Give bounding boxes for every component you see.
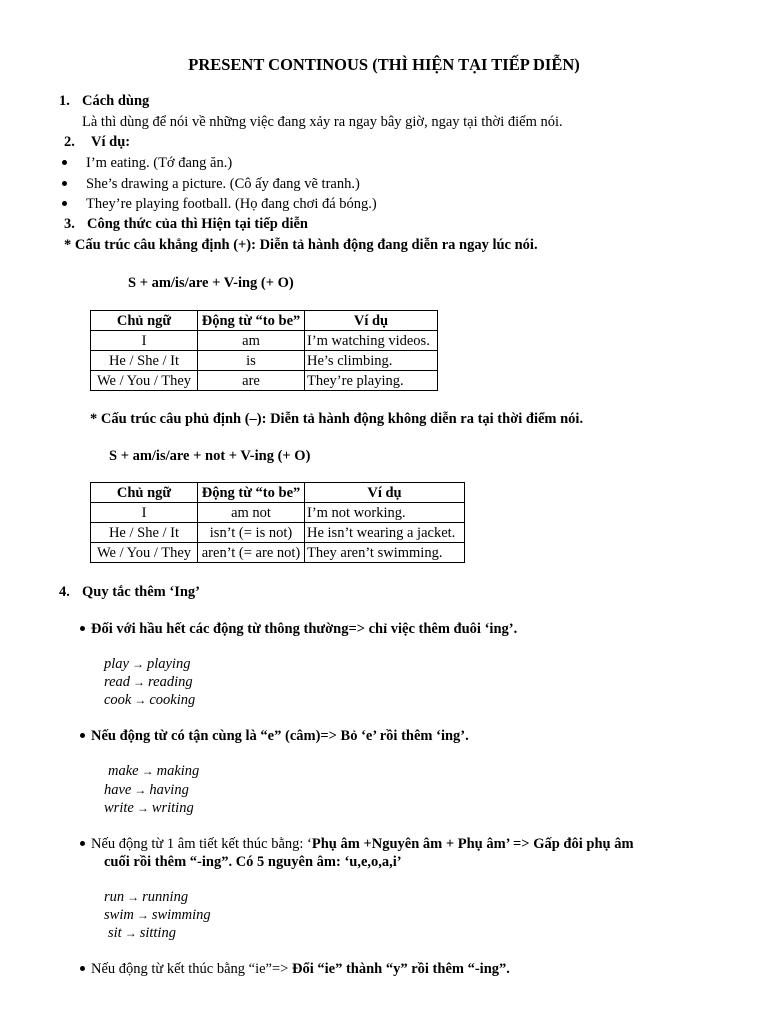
example-pair: [104, 799, 194, 817]
table-cell: We / You / They: [91, 371, 198, 391]
table-cell: is: [198, 351, 305, 371]
affirmative-title: * Cấu trúc câu khẳng định (+): Diễn tả hành động đang diễn ra ngay lúc nói.: [64, 237, 538, 253]
example-pair: [104, 673, 193, 691]
table-row: [91, 331, 438, 351]
page-title: PRESENT CONTINOUS (THÌ HIỆN TẠI TIẾP DIỄN): [188, 55, 580, 74]
section-1-text: Là thì dùng để nói về những việc đang xảy ra ngay bây giờ, ngay tại thời điểm nói.: [82, 114, 563, 130]
example-pair: [108, 924, 176, 942]
table-header-cell: Chủ ngữ: [91, 311, 198, 331]
table-cell: aren’t (= are not): [198, 543, 305, 563]
table-row: [91, 503, 465, 523]
verb-base: sit: [108, 925, 122, 941]
table-cell: I: [91, 331, 198, 351]
section-2-heading: Ví dụ:: [91, 134, 131, 150]
arrow-right-icon: →: [131, 657, 144, 671]
arrow-right-icon: →: [134, 783, 147, 797]
verb-base: read: [104, 674, 131, 690]
example-item: They’re playing football. (Họ đang chơi đá bóng.): [86, 196, 377, 212]
table-row: [91, 543, 465, 563]
verb-base: have: [104, 782, 132, 798]
rule-1-text: Đối với hầu hết các động từ thông thường=> chỉ việc thêm đuôi ‘ing’.: [91, 621, 518, 637]
verb-base: write: [104, 800, 134, 816]
verb-base: swim: [104, 907, 134, 923]
verb-ing: writing: [151, 800, 194, 816]
arrow-right-icon: →: [141, 764, 154, 778]
table-header-row: [91, 483, 465, 503]
table-header-row: [91, 311, 438, 331]
arrow-right-icon: →: [136, 801, 149, 815]
rule-3-part: Phụ âm +Nguyên âm + Phụ âm: [311, 836, 506, 852]
table-header-cell: Động từ “to be”: [198, 483, 305, 503]
table-cell: I’m watching videos.: [305, 331, 438, 351]
arrow-right-icon: →: [133, 675, 146, 689]
affirmative-table: [90, 310, 438, 391]
section-3-number: 3.: [64, 216, 75, 232]
rule-3-text: [91, 835, 634, 853]
verb-base: play: [104, 656, 129, 672]
section-3-heading: Công thức của thì Hiện tại tiếp diễn: [87, 216, 308, 232]
table-cell: am: [198, 331, 305, 351]
example-pair: [104, 888, 188, 906]
table-row: [91, 371, 438, 391]
table-cell: I: [91, 503, 198, 523]
verb-ing: having: [149, 782, 189, 798]
rule-3-part: ’ =>: [505, 836, 534, 852]
arrow-right-icon: →: [124, 926, 137, 940]
table-header-cell: Chủ ngữ: [91, 483, 198, 503]
verb-ing: sitting: [139, 925, 176, 941]
verb-base: run: [104, 889, 125, 905]
table-cell: isn’t (= is not): [198, 523, 305, 543]
table-cell: I’m not working.: [305, 503, 465, 523]
example-item: I’m eating. (Tớ đang ăn.): [86, 155, 233, 171]
example-pair: [104, 781, 189, 799]
example-pair: [104, 691, 195, 709]
rule-3-part: Gấp đôi phụ âm: [533, 836, 634, 852]
arrow-right-icon: →: [136, 908, 149, 922]
table-cell: They aren’t swimming.: [305, 543, 465, 563]
rule-4-text: [91, 960, 510, 978]
table-cell: am not: [198, 503, 305, 523]
example-pair: [104, 655, 190, 673]
verb-base: make: [108, 763, 139, 779]
table-cell: He isn’t wearing a jacket.: [305, 523, 465, 543]
rule-2-text: Nếu động từ có tận cùng là “e” (câm)=> Bỏ ‘e’ rồi thêm ‘ing’.: [91, 728, 469, 744]
table-cell: are: [198, 371, 305, 391]
verb-ing: swimming: [151, 907, 211, 923]
table-cell: He’s climbing.: [305, 351, 438, 371]
bullet-icon: [80, 835, 85, 853]
example-item: She’s drawing a picture. (Cô ấy đang vẽ tranh.): [86, 176, 360, 192]
section-1-number: 1.: [59, 93, 70, 109]
section-2-number: 2.: [64, 134, 75, 150]
table-cell: He / She / It: [91, 351, 198, 371]
verb-ing: running: [142, 889, 189, 905]
table-row: [91, 523, 465, 543]
section-1-heading: Cách dùng: [82, 93, 150, 109]
bullet-icon: [62, 195, 67, 213]
example-pair: [104, 906, 211, 924]
arrow-right-icon: →: [127, 890, 140, 904]
table-header-cell: Ví dụ: [305, 483, 465, 503]
bullet-icon: [80, 960, 85, 978]
verb-base: cook: [104, 692, 132, 708]
negative-formula: S + am/is/are + not + V-ing (+ O): [109, 448, 311, 464]
negative-title: * Cấu trúc câu phủ định (–): Diễn tả hành động không diễn ra tại thời điểm nói.: [90, 411, 584, 427]
bullet-icon: [62, 154, 67, 172]
bullet-icon: [62, 175, 67, 193]
rule-3-text-line2: cuối rồi thêm “-ing”. Có 5 nguyên âm: ‘u,e,o,a,i’: [104, 854, 402, 870]
bullet-icon: [80, 727, 85, 745]
table-cell: They’re playing.: [305, 371, 438, 391]
rule-3-part: Nếu động từ 1 âm tiết kết thúc bằng: ‘: [91, 836, 312, 852]
section-4-number: 4.: [59, 584, 70, 600]
table-row: [91, 351, 438, 371]
verb-ing: cooking: [149, 692, 196, 708]
rule-4-part: Đổi “ie” thành “y” rồi thêm “-ing”.: [291, 961, 510, 977]
table-cell: We / You / They: [91, 543, 198, 563]
negative-table: [90, 482, 465, 563]
table-header-cell: Động từ “to be”: [198, 311, 305, 331]
example-pair: [108, 762, 199, 780]
verb-ing: making: [156, 763, 200, 779]
table-header-cell: Ví dụ: [305, 311, 438, 331]
bullet-icon: [80, 620, 85, 638]
rule-4-part: Nếu động từ kết thúc bằng “ie”=>: [91, 961, 292, 977]
section-4-heading: Quy tắc thêm ‘Ing’: [82, 584, 201, 600]
arrow-right-icon: →: [134, 693, 147, 707]
table-cell: He / She / It: [91, 523, 198, 543]
verb-ing: playing: [146, 656, 191, 672]
verb-ing: reading: [148, 674, 193, 690]
affirmative-formula: S + am/is/are + V-ing (+ O): [128, 275, 294, 291]
